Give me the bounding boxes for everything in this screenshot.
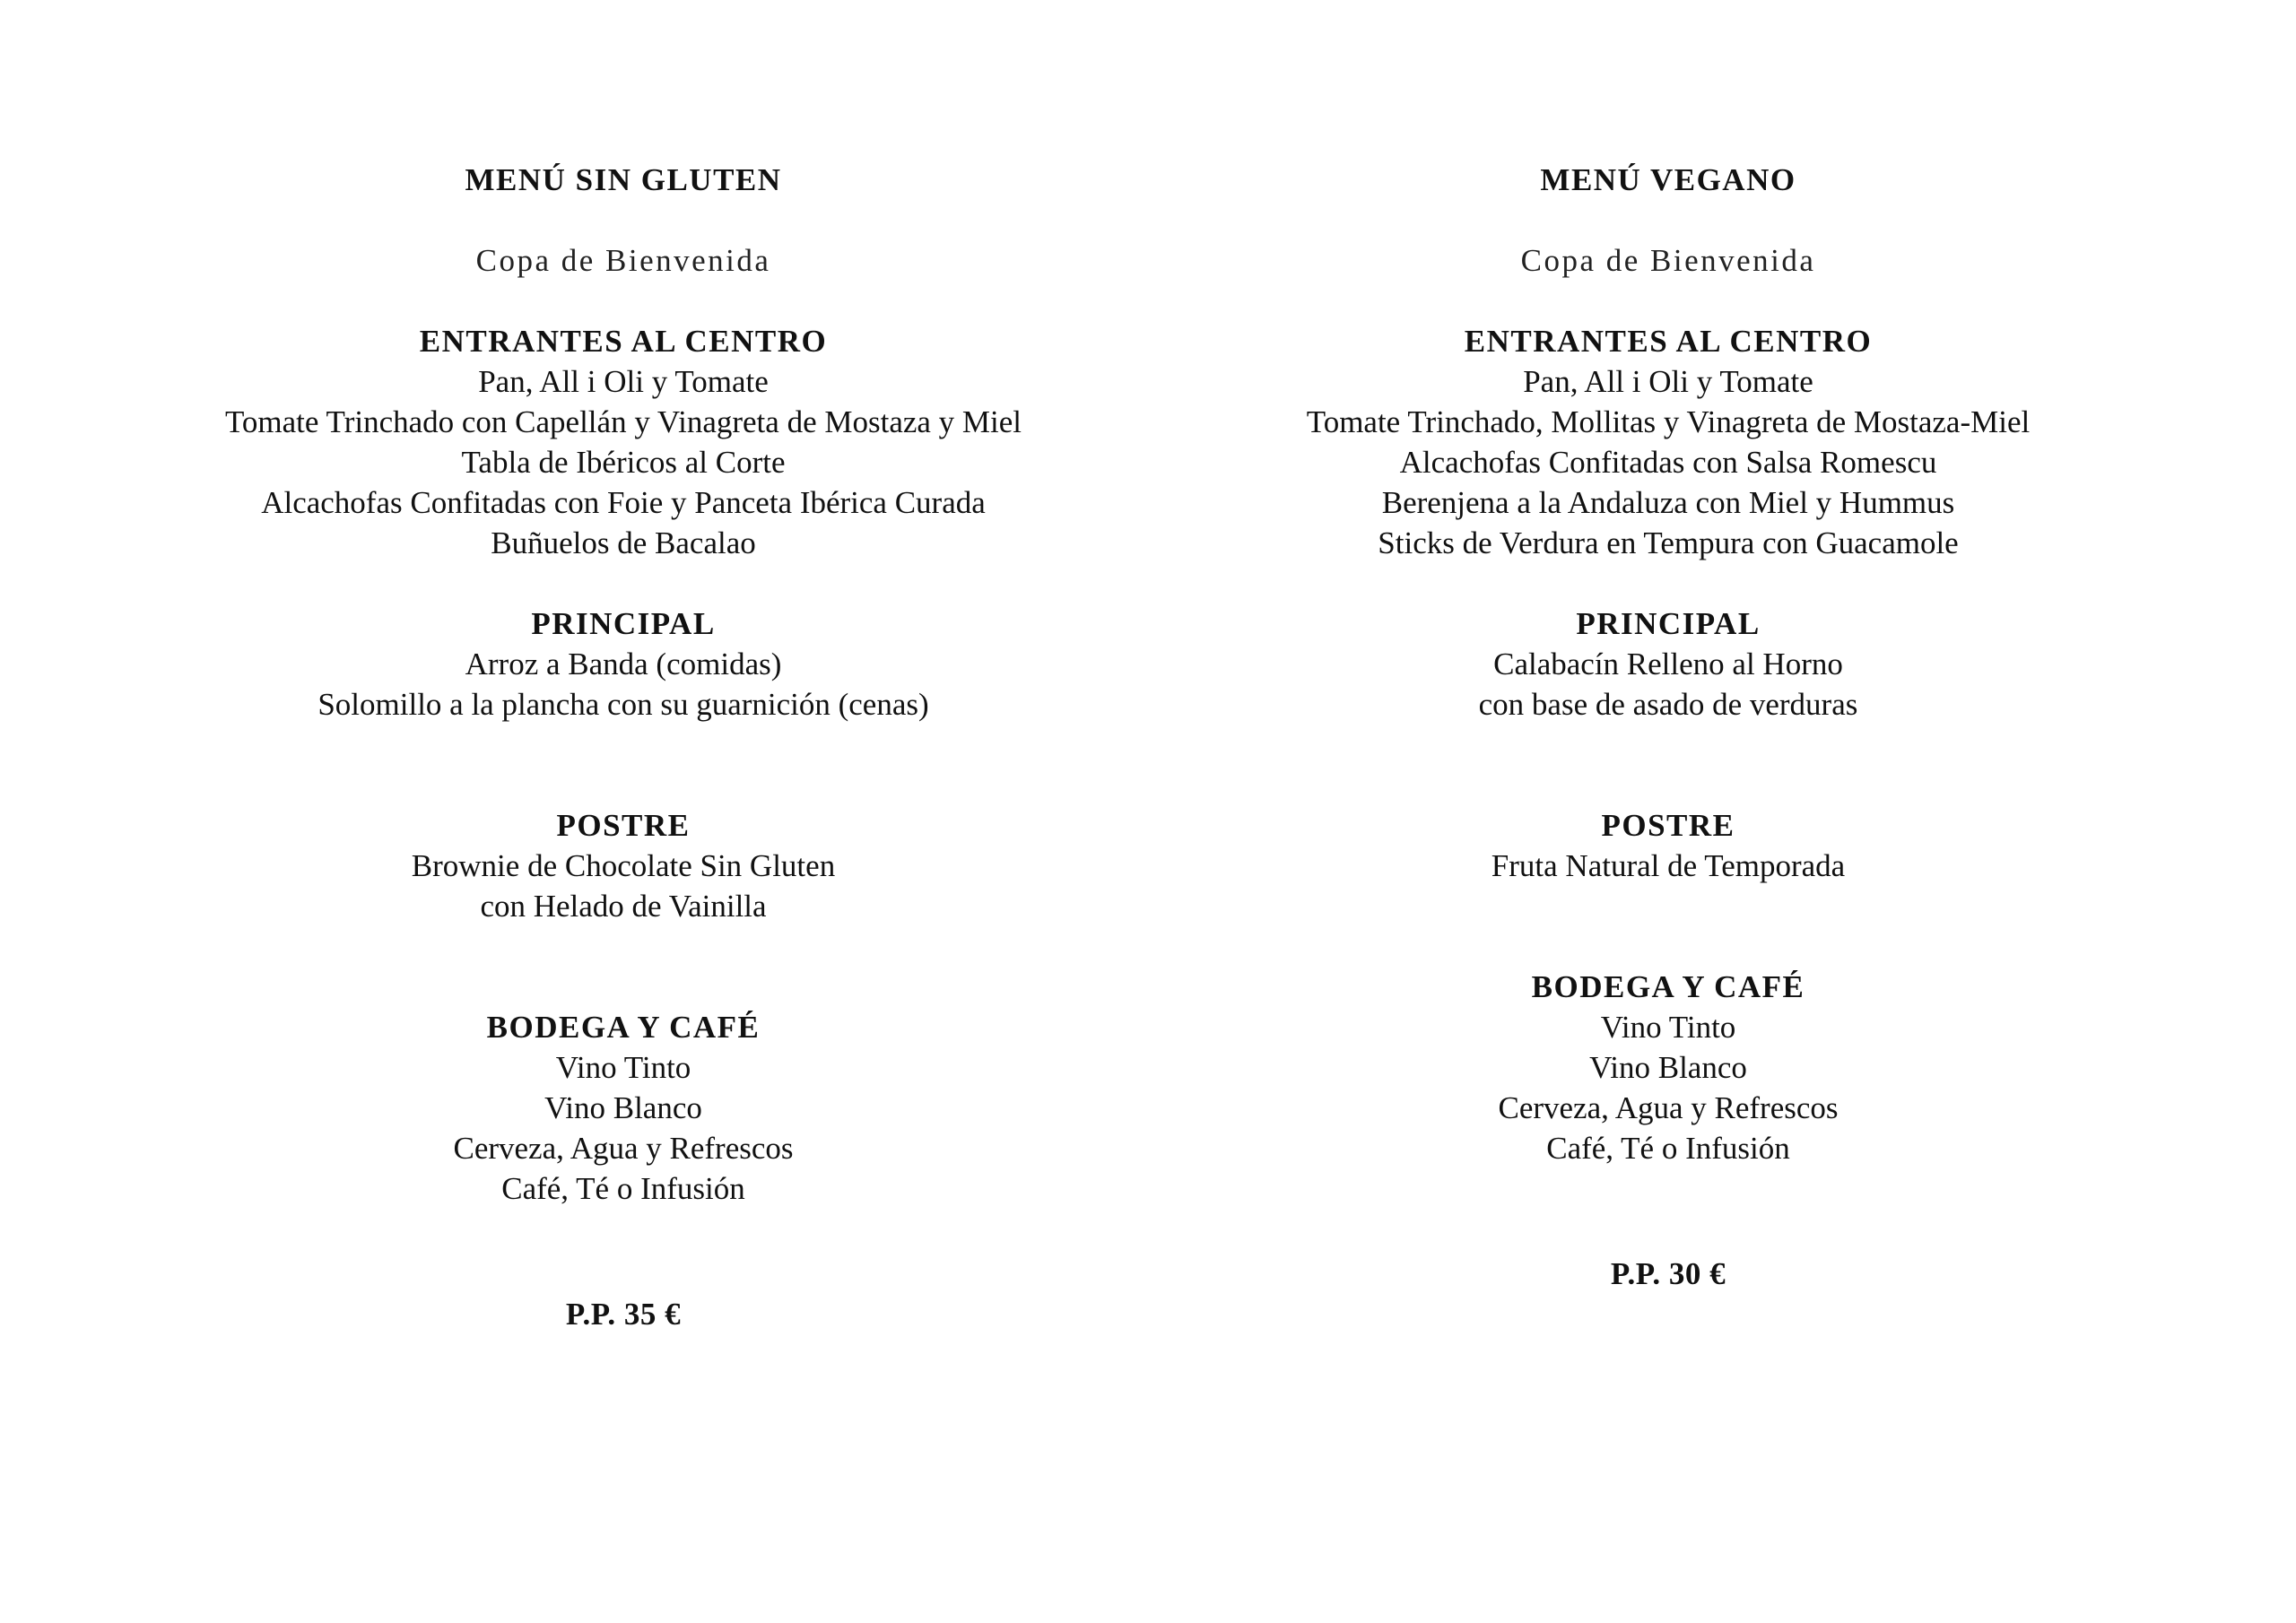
starters-heading: ENTRANTES AL CENTRO [419,324,828,359]
price: P.P. 30 € [1610,1256,1726,1291]
dessert-heading: POSTRE [1601,808,1735,843]
welcome-drink: Copa de Bienvenida [475,243,771,278]
list-item: Sticks de Verdura en Tempura con Guacamole [1378,525,1959,560]
price: P.P. 35 € [565,1297,682,1332]
list-item: Vino Blanco [1589,1050,1747,1085]
drinks-heading: BODEGA Y CAFÉ [1531,969,1805,1004]
dessert-heading: POSTRE [556,808,691,843]
drinks-heading: BODEGA Y CAFÉ [486,1010,761,1045]
list-item: Calabacín Relleno al Horno [1493,647,1843,681]
list-item: Berenjena a la Andaluza con Miel y Hummus [1381,485,1955,520]
list-item: Vino Blanco [544,1090,702,1125]
list-item: Solomillo a la plancha con su guarnición (cenas) [317,687,929,722]
starters-heading: ENTRANTES AL CENTRO [1464,324,1873,359]
list-item: Arroz a Banda (comidas) [465,647,782,681]
menu-title: MENÚ VEGANO [1540,162,1796,197]
list-item: Pan, All i Oli y Tomate [478,364,769,399]
list-item: Buñuelos de Bacalao [491,525,756,560]
list-item: Café, Té o Infusión [501,1171,745,1206]
main-heading: PRINCIPAL [1576,606,1761,641]
list-item: Tabla de Ibéricos al Corte [461,445,786,480]
list-item: Cerveza, Agua y Refrescos [453,1131,794,1166]
menu-title: MENÚ SIN GLUTEN [465,162,782,197]
list-item: con Helado de Vainilla [480,889,767,924]
list-item: Vino Tinto [1600,1010,1736,1045]
list-item: con base de asado de verduras [1478,687,1858,722]
list-item: Café, Té o Infusión [1546,1131,1790,1166]
list-item: Tomate Trinchado, Mollitas y Vinagreta de Mostaza-Miel [1306,404,2031,439]
menu-vegano [1139,0,2197,1623]
list-item: Fruta Natural de Temporada [1491,848,1846,883]
list-item: Vino Tinto [555,1050,691,1085]
list-item: Alcachofas Confitadas con Salsa Romescu [1399,445,1937,480]
list-item: Tomate Trinchado con Capellán y Vinagreta de Mostaza y Miel [224,404,1022,439]
list-item: Brownie de Chocolate Sin Gluten [411,848,836,883]
list-item: Cerveza, Agua y Refrescos [1498,1090,1839,1125]
list-item: Alcachofas Confitadas con Foie y Panceta Ibérica Curada [261,485,986,520]
main-heading: PRINCIPAL [531,606,716,641]
list-item: Pan, All i Oli y Tomate [1523,364,1813,399]
welcome-drink: Copa de Bienvenida [1520,243,1816,278]
